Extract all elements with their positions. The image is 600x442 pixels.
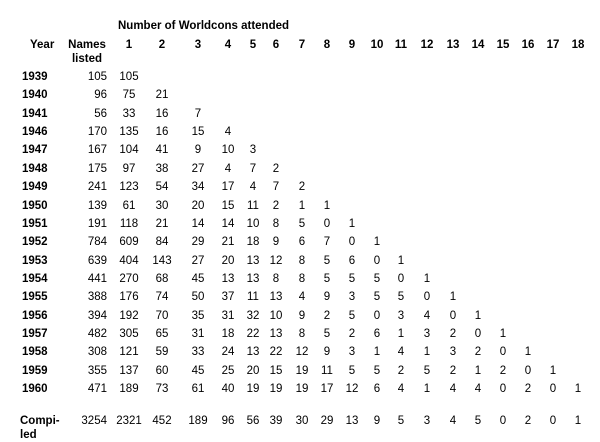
row-attendance-value: 38 <box>155 162 169 175</box>
row-attendance-value: 1 <box>499 327 507 340</box>
row-attendance-value: 4 <box>397 383 405 395</box>
row-year: 1950 <box>22 199 48 212</box>
row-year: 1951 <box>22 217 48 230</box>
compiled-attendance-value: 4 <box>449 415 457 427</box>
row-attendance-value: 9 <box>272 236 280 249</box>
row-attendance-value: 105 <box>119 71 139 83</box>
row-attendance-value: 13 <box>246 272 260 285</box>
row-year: 1955 <box>22 291 48 304</box>
row-attendance-value: 34 <box>191 181 205 194</box>
row-attendance-value: 0 <box>397 272 405 285</box>
row-names-listed: 191 <box>87 217 107 230</box>
row-attendance-value: 12 <box>295 346 309 359</box>
row-attendance-value: 1 <box>423 383 431 395</box>
row-attendance-value: 1 <box>549 364 557 377</box>
row-names-listed: 105 <box>87 71 107 83</box>
compiled-attendance-value: 30 <box>295 415 309 427</box>
row-attendance-value: 2 <box>272 162 280 175</box>
compiled-attendance-value: 9 <box>373 415 381 427</box>
row-year: 1939 <box>22 71 48 83</box>
compiled-attendance-value: 29 <box>320 415 334 427</box>
compiled-attendance-value: 452 <box>152 415 172 427</box>
row-year: 1949 <box>22 181 48 194</box>
row-attendance-value: 7 <box>272 181 280 194</box>
row-attendance-value: 84 <box>155 236 169 249</box>
row-attendance-value: 305 <box>119 327 139 340</box>
row-attendance-value: 22 <box>246 327 260 340</box>
row-attendance-value: 12 <box>345 383 359 395</box>
row-attendance-value: 20 <box>191 199 205 212</box>
attendance-count-header: 4 <box>224 39 232 51</box>
row-attendance-value: 59 <box>155 346 169 359</box>
attendance-count-header: 11 <box>394 39 408 51</box>
row-names-listed: 241 <box>87 181 107 194</box>
row-attendance-value: 13 <box>246 254 260 267</box>
row-attendance-value: 137 <box>119 364 139 377</box>
row-attendance-value: 4 <box>449 383 457 395</box>
attendance-count-header: 3 <box>194 39 202 51</box>
row-year: 1959 <box>22 364 48 377</box>
row-attendance-value: 0 <box>373 309 381 322</box>
row-attendance-value: 0 <box>549 383 557 395</box>
row-attendance-value: 21 <box>155 217 169 230</box>
row-attendance-value: 30 <box>155 199 169 212</box>
row-attendance-value: 97 <box>122 162 136 175</box>
row-attendance-value: 19 <box>246 383 260 395</box>
compiled-attendance-value: 0 <box>499 415 507 427</box>
row-attendance-value: 5 <box>423 364 431 377</box>
row-year: 1958 <box>22 346 48 359</box>
row-names-listed: 639 <box>87 254 107 267</box>
row-attendance-value: 1 <box>397 254 405 267</box>
row-attendance-value: 5 <box>397 291 405 304</box>
row-attendance-value: 7 <box>194 107 202 120</box>
attendance-count-header: 14 <box>471 39 485 51</box>
names-listed-header: listed <box>71 53 103 65</box>
row-attendance-value: 10 <box>246 217 260 230</box>
row-attendance-value: 2 <box>474 346 482 359</box>
row-attendance-value: 270 <box>119 272 139 285</box>
row-attendance-value: 22 <box>269 346 283 359</box>
row-year: 1953 <box>22 254 48 267</box>
row-attendance-value: 0 <box>449 309 457 322</box>
row-attendance-value: 60 <box>155 364 169 377</box>
row-attendance-value: 121 <box>119 346 139 359</box>
row-attendance-value: 0 <box>474 327 482 340</box>
row-attendance-value: 8 <box>298 254 306 267</box>
row-attendance-value: 4 <box>224 162 232 175</box>
row-attendance-value: 21 <box>155 89 169 102</box>
row-attendance-value: 6 <box>348 254 356 267</box>
row-attendance-value: 0 <box>323 217 331 230</box>
attendance-count-header: 2 <box>158 39 166 51</box>
row-year: 1956 <box>22 309 48 322</box>
row-attendance-value: 6 <box>373 383 381 395</box>
attendance-count-header: 16 <box>521 39 535 51</box>
row-attendance-value: 17 <box>320 383 334 395</box>
row-year: 1957 <box>22 327 48 340</box>
row-attendance-value: 35 <box>191 309 205 322</box>
row-attendance-value: 65 <box>155 327 169 340</box>
row-attendance-value: 4 <box>249 181 257 194</box>
row-attendance-value: 16 <box>155 107 169 120</box>
row-names-listed: 388 <box>87 291 107 304</box>
row-attendance-value: 10 <box>221 144 235 157</box>
row-attendance-value: 27 <box>191 162 205 175</box>
row-attendance-value: 18 <box>221 327 235 340</box>
row-attendance-value: 32 <box>246 309 260 322</box>
row-names-listed: 139 <box>87 199 107 212</box>
row-attendance-value: 3 <box>397 309 405 322</box>
row-attendance-value: 61 <box>191 383 205 395</box>
compiled-names-listed: 3254 <box>81 415 107 427</box>
row-attendance-value: 5 <box>348 309 356 322</box>
row-attendance-value: 14 <box>221 217 235 230</box>
row-attendance-value: 2 <box>499 364 507 377</box>
row-year: 1952 <box>22 236 48 249</box>
row-year: 1946 <box>22 126 48 139</box>
row-attendance-value: 11 <box>321 364 333 377</box>
row-attendance-value: 45 <box>191 272 205 285</box>
row-attendance-value: 2 <box>524 383 532 395</box>
row-attendance-value: 1 <box>397 327 405 340</box>
row-attendance-value: 0 <box>423 291 431 304</box>
row-attendance-value: 8 <box>272 217 280 230</box>
row-names-listed: 355 <box>87 364 107 377</box>
row-attendance-value: 1 <box>474 309 482 322</box>
row-attendance-value: 609 <box>119 236 139 249</box>
row-year: 1941 <box>22 107 48 120</box>
row-attendance-value: 61 <box>122 199 136 212</box>
row-attendance-value: 15 <box>191 126 205 139</box>
row-attendance-value: 2 <box>397 364 405 377</box>
row-attendance-value: 25 <box>221 364 235 377</box>
row-names-listed: 96 <box>94 89 107 102</box>
row-attendance-value: 12 <box>269 254 283 267</box>
row-attendance-value: 68 <box>155 272 169 285</box>
row-attendance-value: 41 <box>155 144 169 157</box>
row-attendance-value: 54 <box>155 181 169 194</box>
row-attendance-value: 13 <box>221 272 235 285</box>
row-names-listed: 56 <box>94 107 107 120</box>
row-attendance-value: 20 <box>246 364 260 377</box>
row-attendance-value: 13 <box>269 327 283 340</box>
attendance-count-header: 17 <box>546 39 560 51</box>
row-attendance-value: 9 <box>298 309 306 322</box>
compiled-attendance-value: 0 <box>549 415 557 427</box>
row-attendance-value: 73 <box>155 383 169 395</box>
row-attendance-value: 6 <box>298 236 306 249</box>
row-attendance-value: 3 <box>348 291 356 304</box>
compiled-attendance-value: 3 <box>423 415 431 427</box>
row-attendance-value: 19 <box>295 364 309 377</box>
row-attendance-value: 5 <box>323 272 331 285</box>
compiled-attendance-value: 39 <box>269 415 283 427</box>
row-names-listed: 170 <box>87 126 107 139</box>
attendance-count-header: 5 <box>249 39 257 51</box>
row-names-listed: 482 <box>87 327 107 340</box>
row-attendance-value: 13 <box>269 291 283 304</box>
attendance-count-header: 12 <box>420 39 434 51</box>
compiled-attendance-value: 1 <box>574 415 582 427</box>
row-year: 1948 <box>22 162 48 175</box>
row-names-listed: 471 <box>87 383 107 395</box>
row-names-listed: 441 <box>87 272 107 285</box>
row-attendance-value: 7 <box>249 162 257 175</box>
row-attendance-value: 37 <box>221 291 235 304</box>
attendance-count-header: 8 <box>323 39 331 51</box>
row-attendance-value: 9 <box>323 346 331 359</box>
row-attendance-value: 1 <box>298 199 306 212</box>
row-attendance-value: 1 <box>449 291 457 304</box>
row-attendance-value: 75 <box>122 89 136 102</box>
compiled-attendance-value: 56 <box>246 415 260 427</box>
attendance-count-header: 9 <box>348 39 356 51</box>
compiled-attendance-value: 189 <box>188 415 208 427</box>
row-attendance-value: 2 <box>298 181 306 194</box>
row-attendance-value: 31 <box>191 327 205 340</box>
attendance-count-header: 10 <box>370 39 384 51</box>
row-attendance-value: 1 <box>373 236 381 249</box>
row-attendance-value: 2 <box>449 327 457 340</box>
row-attendance-value: 17 <box>221 181 235 194</box>
row-attendance-value: 123 <box>119 181 139 194</box>
row-names-listed: 308 <box>87 346 107 359</box>
compiled-attendance-value: 13 <box>345 415 359 427</box>
row-attendance-value: 8 <box>298 272 306 285</box>
row-attendance-value: 0 <box>348 236 356 249</box>
row-attendance-value: 24 <box>221 346 235 359</box>
row-attendance-value: 104 <box>119 144 139 157</box>
row-attendance-value: 19 <box>295 383 309 395</box>
row-attendance-value: 10 <box>269 309 283 322</box>
compiled-attendance-value: 5 <box>397 415 405 427</box>
row-attendance-value: 5 <box>373 291 381 304</box>
row-attendance-value: 5 <box>373 364 381 377</box>
row-attendance-value: 0 <box>499 383 507 395</box>
row-attendance-value: 31 <box>221 309 235 322</box>
row-attendance-value: 4 <box>423 309 431 322</box>
row-attendance-value: 45 <box>191 364 205 377</box>
row-attendance-value: 5 <box>348 272 356 285</box>
row-attendance-value: 404 <box>119 254 139 267</box>
row-attendance-value: 74 <box>155 291 169 304</box>
row-attendance-value: 11 <box>247 199 259 212</box>
row-year: 1960 <box>22 383 48 395</box>
row-attendance-value: 15 <box>221 199 235 212</box>
row-attendance-value: 189 <box>119 383 139 395</box>
compiled-attendance-value: 2321 <box>116 415 142 427</box>
row-attendance-value: 3 <box>348 346 356 359</box>
compiled-label: led <box>20 429 37 441</box>
row-attendance-value: 14 <box>191 217 205 230</box>
row-attendance-value: 20 <box>221 254 235 267</box>
row-year: 1940 <box>22 89 48 102</box>
row-attendance-value: 40 <box>221 383 235 395</box>
attendance-count-header: 7 <box>298 39 306 51</box>
row-attendance-value: 1 <box>524 346 532 359</box>
row-attendance-value: 70 <box>155 309 169 322</box>
row-attendance-value: 3 <box>249 144 257 157</box>
attendance-count-header: 6 <box>272 39 280 51</box>
row-attendance-value: 27 <box>191 254 205 267</box>
compiled-attendance-value: 96 <box>221 415 235 427</box>
row-attendance-value: 19 <box>269 383 283 395</box>
row-attendance-value: 9 <box>323 291 331 304</box>
row-names-listed: 784 <box>87 236 107 249</box>
row-attendance-value: 4 <box>298 291 306 304</box>
row-attendance-value: 118 <box>119 217 139 230</box>
row-attendance-value: 192 <box>119 309 139 322</box>
row-names-listed: 394 <box>87 309 107 322</box>
row-attendance-value: 5 <box>373 272 381 285</box>
row-attendance-value: 143 <box>152 254 172 267</box>
row-attendance-value: 5 <box>323 327 331 340</box>
row-attendance-value: 4 <box>224 126 232 139</box>
row-attendance-value: 18 <box>246 236 260 249</box>
compiled-attendance-value: 2 <box>524 415 532 427</box>
row-attendance-value: 11 <box>247 291 259 304</box>
row-attendance-value: 2 <box>348 327 356 340</box>
row-attendance-value: 1 <box>574 383 582 395</box>
row-attendance-value: 1 <box>348 217 356 230</box>
column-group-title: Number of Worldcons attended <box>118 20 290 32</box>
attendance-count-header: 18 <box>571 39 585 51</box>
row-attendance-value: 33 <box>122 107 136 120</box>
compiled-attendance-value: 5 <box>474 415 482 427</box>
row-attendance-value: 15 <box>269 364 283 377</box>
row-attendance-value: 6 <box>373 327 381 340</box>
row-attendance-value: 5 <box>298 217 306 230</box>
row-attendance-value: 7 <box>323 236 331 249</box>
row-attendance-value: 2 <box>449 364 457 377</box>
row-attendance-value: 0 <box>373 254 381 267</box>
row-attendance-value: 8 <box>298 327 306 340</box>
row-attendance-value: 1 <box>423 272 431 285</box>
year-header: Year <box>30 39 55 51</box>
row-year: 1954 <box>22 272 48 285</box>
row-year: 1947 <box>22 144 48 157</box>
attendance-count-header: 13 <box>446 39 460 51</box>
compiled-label: Compi- <box>20 415 60 427</box>
row-attendance-value: 1 <box>323 199 331 212</box>
row-attendance-value: 3 <box>423 327 431 340</box>
row-attendance-value: 1 <box>474 364 482 377</box>
row-attendance-value: 50 <box>191 291 205 304</box>
row-attendance-value: 2 <box>272 199 280 212</box>
row-attendance-value: 16 <box>155 126 169 139</box>
row-attendance-value: 29 <box>191 236 205 249</box>
row-names-listed: 175 <box>87 162 107 175</box>
row-attendance-value: 176 <box>119 291 139 304</box>
row-attendance-value: 21 <box>221 236 235 249</box>
row-names-listed: 167 <box>87 144 107 157</box>
attendance-count-header: 1 <box>125 39 133 51</box>
row-attendance-value: 5 <box>323 254 331 267</box>
row-attendance-value: 5 <box>348 364 356 377</box>
row-attendance-value: 9 <box>194 144 202 157</box>
attendance-count-header: 15 <box>496 39 510 51</box>
names-listed-header: Names <box>68 39 106 51</box>
row-attendance-value: 2 <box>323 309 331 322</box>
row-attendance-value: 1 <box>423 346 431 359</box>
row-attendance-value: 4 <box>397 346 405 359</box>
row-attendance-value: 0 <box>499 346 507 359</box>
row-attendance-value: 8 <box>272 272 280 285</box>
row-attendance-value: 0 <box>524 364 532 377</box>
row-attendance-value: 4 <box>474 383 482 395</box>
row-attendance-value: 3 <box>449 346 457 359</box>
row-attendance-value: 135 <box>119 126 139 139</box>
row-attendance-value: 13 <box>246 346 260 359</box>
row-attendance-value: 33 <box>191 346 205 359</box>
row-attendance-value: 1 <box>373 346 381 359</box>
